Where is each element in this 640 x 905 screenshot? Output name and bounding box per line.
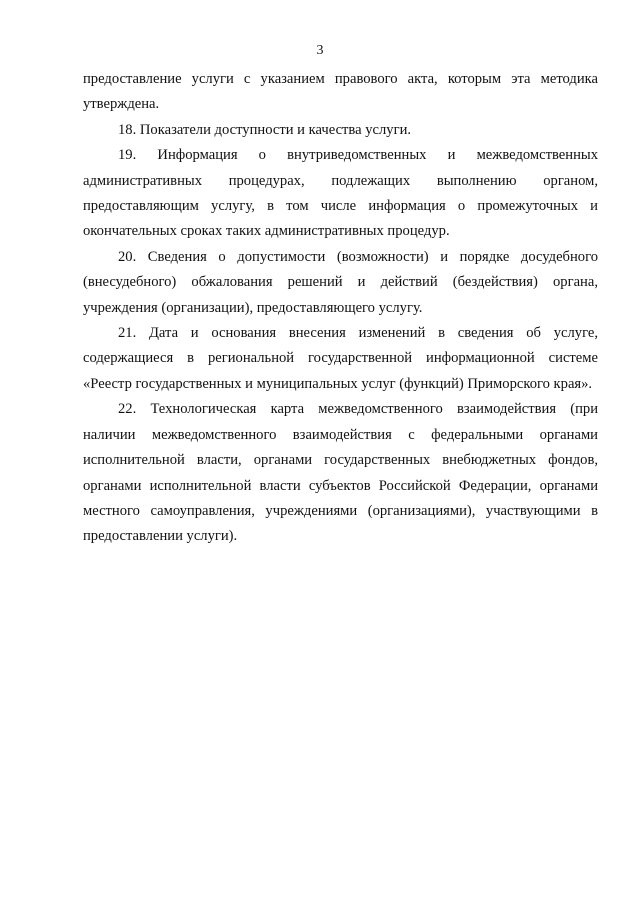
paragraph-item-22: 22. Технологическая карта межведомственного взаимодействия (при наличии межведомственного взаимодействия с федеральными органами исполнительной власти, органами государственных внебюджетных фондов, органами исполнительной власти субъектов Российской Федерации, органами местного самоуправления, учреждениями (организациями), участвующими в предоставлении услуги). — [83, 401, 598, 545]
paragraph-continuation: предоставление услуги с указанием правового акта, которым эта методика утверждена. — [83, 71, 598, 113]
paragraph-item-20: 20. Сведения о допустимости (возможности) и порядке досудебного (внесудебного) обжалования решений и действий (бездействия) органа, учреждения (организации), предоставляющего услугу. — [83, 248, 598, 316]
paragraph-item-21: 21. Дата и основания внесения изменений в сведения об услуге, содержащиеся в региональной государственной информационной системе «Реестр государственных и муниципальных услуг (функций) Приморского края». — [83, 325, 598, 392]
page-number: 3 — [316, 43, 324, 58]
paragraph-item-18: 18. Показатели доступности и качества услуги. — [118, 121, 412, 138]
document-body — [83, 67, 598, 550]
paragraph-item-19: 19. Информация о внутриведомственных и межведомственных административных процедурах, подлежащих выполнению органом, предоставляющим услугу, в том числе информация о промежуточных и окончательных сроках таких административных процедур. — [83, 147, 598, 240]
